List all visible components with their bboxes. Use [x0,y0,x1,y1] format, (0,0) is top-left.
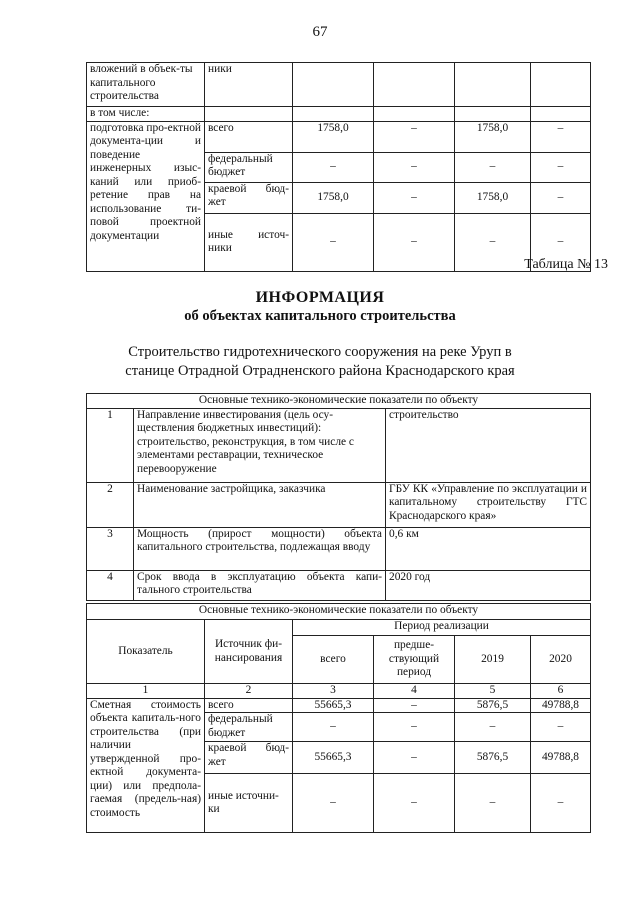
group-label: Сметная стоимость объекта капиталь-ного строительства (при наличии утвержденной про-ектной документа-ции) или предпола-гаемая (предель-ная) стоимость [87,698,205,833]
value-cell: – [374,182,455,213]
page-number: 67 [312,24,328,40]
value-cell: 55665,3 [293,698,374,713]
source-cell: всего [205,121,293,152]
indicators-table [86,393,591,601]
col-number: 5 [455,684,531,699]
col-indicator: Показатель [87,620,205,684]
row-number: 2 [87,482,134,527]
col-number: 6 [531,684,591,699]
indicator-value: 2020 год [386,570,591,600]
table-caption: Таблица № 13 [524,257,608,272]
object-name-line2: станице Отрадной Отрадненского района Краснодарского края [125,363,515,379]
value-cell: – [531,121,591,152]
indicator-value: 0,6 км [386,527,591,570]
value-cell: – [374,213,455,271]
value-cell: – [531,182,591,213]
value-cell: 49788,8 [531,698,591,713]
col-number: 1 [87,684,205,699]
heading-subtitle: об объектах капитального строительства [184,308,456,324]
value-cell: – [293,713,374,742]
value-cell: – [374,774,455,833]
indicator-name: Направление инвестирования (цель осу-ществления бюджетных инвестиций): строительство, реконструкция, в том числе с элементами реставрации, техническое перевооружение [134,408,386,482]
cell-text: вложений в объек-ты капитального строительства [87,63,205,107]
object-name-line1: Строительство гидротехнического сооружения на реке Уруп в [128,344,512,360]
value-cell: – [293,152,374,182]
col-2019: 2019 [455,636,531,684]
value-cell: – [293,774,374,833]
col-2020: 2020 [531,636,591,684]
finance-table [86,603,591,833]
value-cell: – [374,713,455,742]
value-cell: 55665,3 [293,742,374,774]
value-cell: 1758,0 [293,182,374,213]
value-cell: – [455,774,531,833]
value-cell: 1758,0 [455,182,531,213]
value-cell: – [455,152,531,182]
finance-header: Основные технико-экономические показатели по объекту [87,604,591,620]
col-source: Источник фи-нансирования [205,620,293,684]
col-number: 4 [374,684,455,699]
value-cell: 1758,0 [293,121,374,152]
value-cell: 5876,5 [455,742,531,774]
value-cell: – [374,152,455,182]
value-cell: 5876,5 [455,698,531,713]
indicators-header: Основные технико-экономические показатели по объекту [87,394,591,409]
value-cell: – [374,742,455,774]
top-continuation-table [86,62,591,272]
col-number: 3 [293,684,374,699]
col-pre: предше-ствующий период [374,636,455,684]
cell-text: ники [205,63,293,107]
value-cell: – [531,152,591,182]
value-cell: – [455,713,531,742]
row-number: 4 [87,570,134,600]
source-cell: федеральный бюджет [205,152,293,182]
value-cell: 1758,0 [455,121,531,152]
source-cell: краевой бюд-жет [205,182,293,213]
source-cell: иные источ-ники [205,213,293,271]
value-cell: – [293,213,374,271]
group-label: подготовка про-ектной документа-ции и поведение инженерных изыс-каний или приоб-ретение прав на использование ти-повой проектной документации [87,121,205,271]
col-period: Период реализации [293,620,591,636]
value-cell: – [531,774,591,833]
indicator-value: строительство [386,408,591,482]
cell-text: в том числе: [87,107,205,122]
indicator-name: Наименование застройщика, заказчика [134,482,386,527]
row-number: 3 [87,527,134,570]
value-cell: – [374,698,455,713]
col-number: 2 [205,684,293,699]
value-cell: – [374,121,455,152]
source-cell: федеральный бюджет [205,713,293,742]
value-cell: – [455,213,531,271]
source-cell: всего [205,698,293,713]
source-cell: иные источни-ки [205,774,293,833]
value-cell: – [531,213,591,271]
source-cell: краевой бюд-жет [205,742,293,774]
heading-title: ИНФОРМАЦИЯ [255,289,385,306]
col-total: всего [293,636,374,684]
value-cell: 49788,8 [531,742,591,774]
indicator-name: Мощность (прирост мощности) объекта капитального строительства, подлежащая вводу [134,527,386,570]
indicator-value: ГБУ КК «Управление по эксплуатации и капитальному строительству ГТС Краснодарского края» [386,482,591,527]
indicator-name: Срок ввода в эксплуатацию объекта капи-тального строительства [134,570,386,600]
row-number: 1 [87,408,134,482]
object-name [0,343,640,381]
value-cell: – [531,713,591,742]
